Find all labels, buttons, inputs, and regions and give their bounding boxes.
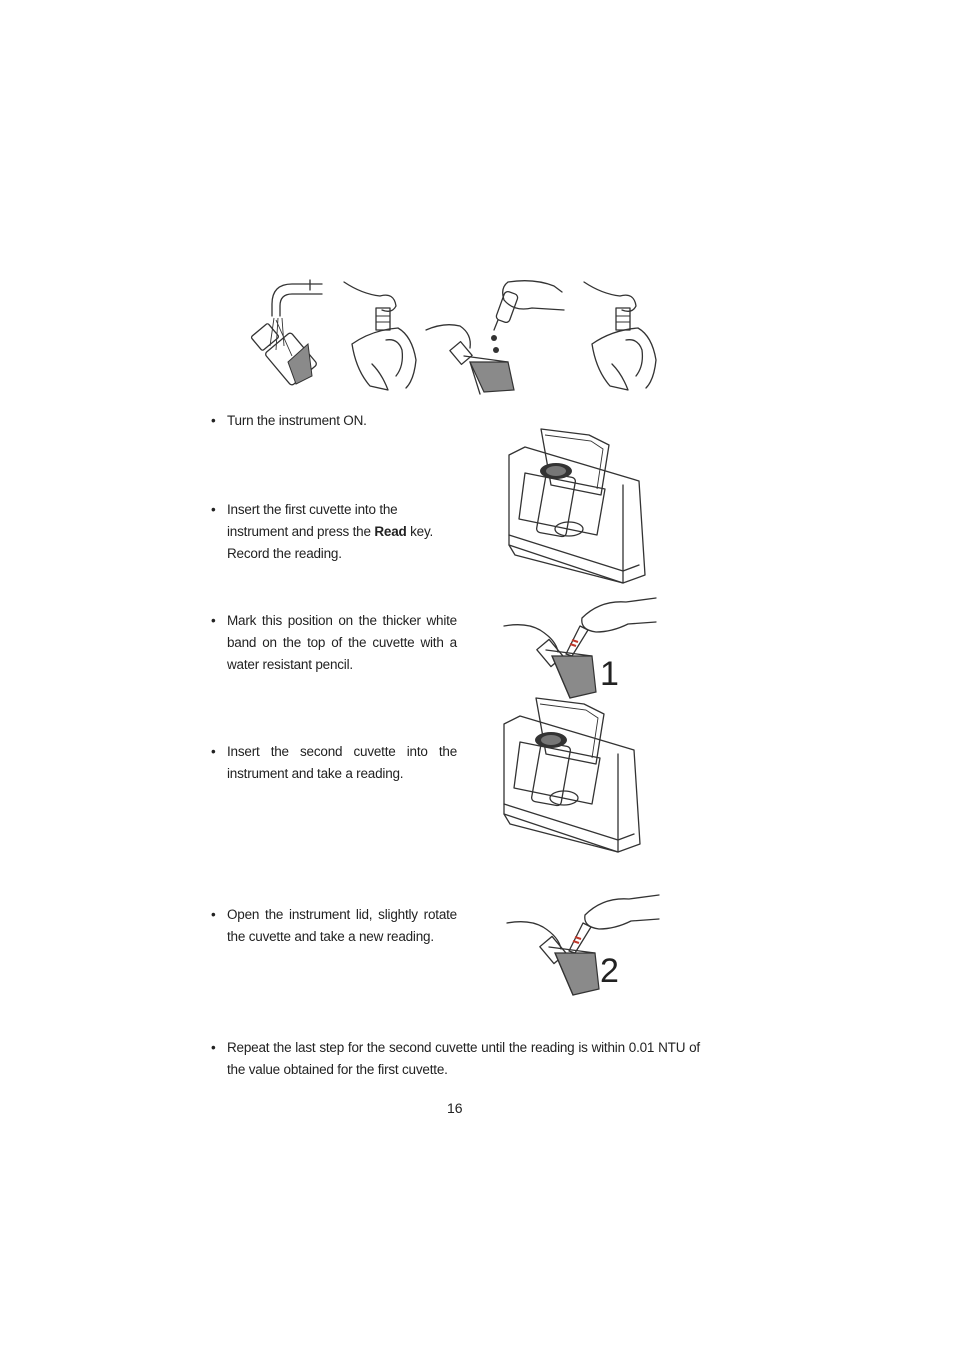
wipe-cuvette-illustration-2 <box>582 280 660 392</box>
read-key-label: Read <box>374 524 407 539</box>
bullet: • <box>211 1040 216 1055</box>
rinse-cuvette-illustration <box>252 276 322 388</box>
bullet: • <box>211 502 216 517</box>
page-number: 16 <box>447 1100 463 1116</box>
step-text: Mark this position on the thicker white band on the top of the cuvette with a water resistant pencil. <box>227 613 457 672</box>
bullet: • <box>211 744 216 759</box>
bullet: • <box>211 613 216 628</box>
instrument-with-cuvette-illustration-2 <box>500 694 640 854</box>
step-text: Insert the first cuvette into the instrument and press the <box>227 502 398 539</box>
instrument-with-cuvette-illustration-1 <box>505 425 645 585</box>
bullet: • <box>211 413 216 428</box>
bullet: • <box>211 907 216 922</box>
step-text-after: key. Record the reading. <box>227 524 434 561</box>
step-insert-second-cuvette <box>211 741 457 785</box>
step-text: Repeat the last step for the second cuvette until the reading is within 0.01 NTU of the value obtained for the first cuvette. <box>227 1040 700 1077</box>
mark-cuvette-illustration-2 <box>503 893 661 999</box>
step-label-1: 1 <box>600 655 619 693</box>
step-text: Insert the second cuvette into the instrument and take a reading. <box>227 744 457 781</box>
step-mark-position <box>211 610 457 676</box>
step-repeat-reading <box>211 1037 700 1081</box>
fill-cuvette-illustration <box>424 278 566 396</box>
step-rotate-cuvette <box>211 904 457 948</box>
step-text: Open the instrument lid, slightly rotate the cuvette and take a new reading. <box>227 907 457 944</box>
step-turn-on <box>211 410 457 432</box>
step-label-2: 2 <box>600 952 619 990</box>
mark-cuvette-illustration-1 <box>500 596 658 702</box>
step-text: Turn the instrument ON. <box>227 413 367 428</box>
step-insert-first-cuvette <box>211 499 457 565</box>
wipe-cuvette-illustration-1 <box>342 280 420 392</box>
